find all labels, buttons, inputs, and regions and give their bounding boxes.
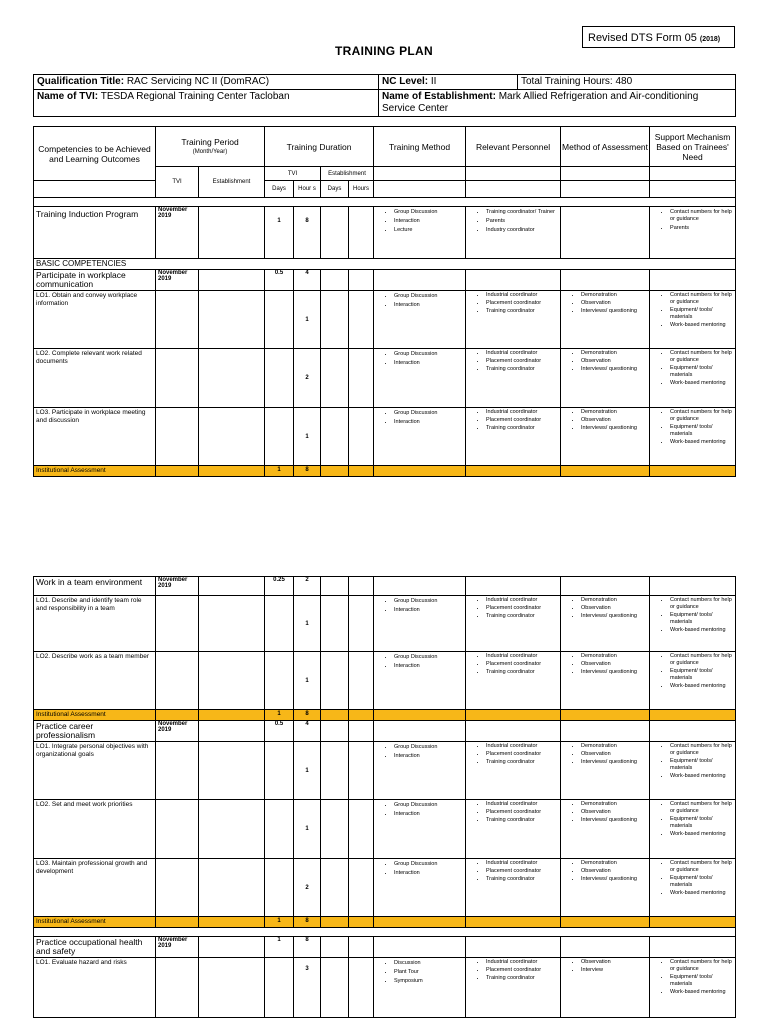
tvi-value: TESDA Regional Training Center Tacloban xyxy=(100,91,290,102)
section-heading: BASIC COMPETENCIES xyxy=(34,259,736,270)
list-item: • Observation xyxy=(581,867,649,875)
days-cell: 1 xyxy=(265,937,294,958)
hours-cell: 4 xyxy=(294,270,321,291)
list-item: • Parents xyxy=(486,216,560,225)
competency-name: Participate in workplace communication xyxy=(34,270,156,291)
methods-cell xyxy=(374,291,466,349)
personnel-cell xyxy=(466,652,561,710)
days-cell: 0.25 xyxy=(265,577,294,596)
methods-cell xyxy=(374,800,466,859)
list-item: • Contact numbers for help or guidance xyxy=(670,207,735,223)
list-item: • Work-based mentoring xyxy=(670,626,735,634)
list-item: • Demonstration xyxy=(581,859,649,867)
table-row xyxy=(34,408,736,466)
institutional-assessment-row xyxy=(34,466,736,477)
nc-level-label: NC Level: xyxy=(382,76,429,87)
period-cell: November 2019 xyxy=(156,937,199,958)
competency-name: Practice occupational health and safety xyxy=(34,937,156,958)
methods-cell xyxy=(374,207,466,259)
list-item: • Equipment/ tools/ materials xyxy=(670,364,735,379)
days-cell: 0.5 xyxy=(265,270,294,291)
list-item: • Interaction xyxy=(394,358,465,367)
days-cell: 1 xyxy=(265,466,294,477)
list-item: • Contact numbers for help or guidance xyxy=(670,742,735,757)
nc-level-value: II xyxy=(430,76,437,87)
hours-cell: 8 xyxy=(294,710,321,721)
assessment-cell xyxy=(561,800,650,859)
assessment-cell xyxy=(561,958,650,1018)
list-item: • Industrial coordinator xyxy=(486,742,560,750)
learning-outcome: LO3. Maintain professional growth and development xyxy=(34,859,156,917)
personnel-cell xyxy=(466,742,561,800)
table-row xyxy=(34,207,736,259)
list-item: • Placement coordinator xyxy=(486,604,560,612)
period-cell: November 2019 xyxy=(156,721,199,742)
list-item: • Equipment/ tools/ materials xyxy=(670,423,735,438)
page-title: TRAINING PLAN xyxy=(335,44,433,58)
list-item: • Contact numbers for help or guidance xyxy=(670,652,735,667)
header-period-tvi: TVI xyxy=(156,167,199,198)
table-row xyxy=(34,721,736,742)
list-item: • Group Discussion xyxy=(394,652,465,661)
list-item: • Interviews/ questioning xyxy=(581,816,649,824)
list-item: • Training coordinator xyxy=(486,816,560,824)
list-item: • Discussion xyxy=(394,958,465,967)
list-item: • Placement coordinator xyxy=(486,299,560,307)
list-item: • Work-based mentoring xyxy=(670,438,735,446)
header-training-method: Training Method xyxy=(374,127,466,167)
support-cell xyxy=(650,652,736,710)
personnel-cell xyxy=(466,291,561,349)
hours-cell: 4 xyxy=(294,721,321,742)
list-item: • Industrial coordinator xyxy=(486,596,560,604)
header-training-period xyxy=(156,127,265,167)
list-item: • Equipment/ tools/ materials xyxy=(670,611,735,626)
days-cell: 1 xyxy=(265,207,294,259)
list-item: • Placement coordinator xyxy=(486,750,560,758)
list-item: • Group Discussion xyxy=(394,408,465,417)
list-item: • Interaction xyxy=(394,661,465,670)
list-item: • Training coordinator xyxy=(486,758,560,766)
list-item: • Training coordinator xyxy=(486,974,560,982)
methods-cell xyxy=(374,349,466,408)
list-item: • Interaction xyxy=(394,300,465,309)
table-row xyxy=(34,958,736,1018)
list-item: • Placement coordinator xyxy=(486,357,560,365)
training-plan-table-2 xyxy=(33,576,736,1018)
list-item: • Interaction xyxy=(394,417,465,426)
hours-cell: 3 xyxy=(294,958,321,1018)
list-item: • Interaction xyxy=(394,751,465,760)
period-cell: November 2019 xyxy=(156,577,199,596)
header-duration-establishment: Establishment xyxy=(321,167,374,181)
total-hours: Total Training Hours: 480 xyxy=(518,75,736,90)
period-cell: November 2019 xyxy=(156,270,199,291)
table-row xyxy=(34,577,736,596)
list-item: • Group Discussion xyxy=(394,742,465,751)
learning-outcome: LO2. Set and meet work priorities xyxy=(34,800,156,859)
list-item: • Observation xyxy=(581,660,649,668)
hours-cell: 8 xyxy=(294,937,321,958)
header-duration-tvi: TVI xyxy=(265,167,321,181)
support-cell xyxy=(650,958,736,1018)
competency-name: Practice career professionalism xyxy=(34,721,156,742)
days-cell: 0.5 xyxy=(265,721,294,742)
establishment-cell xyxy=(379,90,736,117)
hours-cell: 1 xyxy=(294,291,321,349)
list-item: • Work-based mentoring xyxy=(670,772,735,780)
list-item: • Work-based mentoring xyxy=(670,988,735,996)
table-row xyxy=(34,349,736,408)
list-item: • Industrial coordinator xyxy=(486,859,560,867)
list-item: • Work-based mentoring xyxy=(670,379,735,387)
list-item: • Contact numbers for help or guidance xyxy=(670,958,735,973)
institutional-assessment-row xyxy=(34,710,736,721)
form-label: Revised DTS Form 05 xyxy=(588,32,697,44)
hours-cell: 1 xyxy=(294,800,321,859)
header-period-sub: (Month/Year) xyxy=(192,148,228,155)
learning-outcome: LO1. Describe and identify team role and responsibility in a team xyxy=(34,596,156,652)
info-table xyxy=(33,74,736,117)
table-row xyxy=(34,291,736,349)
header-days: Days xyxy=(265,181,294,198)
list-item: • Work-based mentoring xyxy=(670,889,735,897)
list-item: • Observation xyxy=(581,750,649,758)
methods-cell xyxy=(374,408,466,466)
list-item: • Contact numbers for help or guidance xyxy=(670,291,735,306)
list-item: • Interview xyxy=(581,966,649,974)
nc-level-cell xyxy=(379,75,518,90)
list-item: • Placement coordinator xyxy=(486,808,560,816)
list-item: • Demonstration xyxy=(581,408,649,416)
list-item: • Training coordinator xyxy=(486,612,560,620)
hours-cell: 8 xyxy=(294,466,321,477)
list-item: • Industrial coordinator xyxy=(486,291,560,299)
header-support: Support Mechanism Based on Trainees' Need xyxy=(650,127,736,167)
list-item: • Plant Tour xyxy=(394,967,465,976)
list-item: • Contact numbers for help or guidance xyxy=(670,349,735,364)
competency-name: Training Induction Program xyxy=(34,207,156,259)
personnel-cell xyxy=(466,800,561,859)
list-item: • Demonstration xyxy=(581,800,649,808)
list-item: • Equipment/ tools/ materials xyxy=(670,667,735,682)
learning-outcome: LO3. Participate in workplace meeting and discussion xyxy=(34,408,156,466)
list-item: • Interviews/ questioning xyxy=(581,758,649,766)
list-item: • Observation xyxy=(581,604,649,612)
list-item: • Demonstration xyxy=(581,291,649,299)
hours-cell: 1 xyxy=(294,408,321,466)
methods-cell xyxy=(374,596,466,652)
list-item: • Observation xyxy=(581,958,649,966)
table-row xyxy=(34,652,736,710)
list-item: • Symposium xyxy=(394,976,465,985)
establishment-value: Mark Allied Refrigeration and Air-conditioning Service Center xyxy=(382,91,699,114)
days-cell: 1 xyxy=(265,710,294,721)
list-item: • Demonstration xyxy=(581,349,649,357)
qualification-label: Qualification Title: xyxy=(37,76,125,87)
list-item: • Group Discussion xyxy=(394,800,465,809)
days-cell: 1 xyxy=(265,917,294,928)
list-item: • Interviews/ questioning xyxy=(581,424,649,432)
support-cell xyxy=(650,207,736,259)
list-item: • Observation xyxy=(581,357,649,365)
list-item: • Demonstration xyxy=(581,742,649,750)
list-item: • Observation xyxy=(581,808,649,816)
list-item: • Work-based mentoring xyxy=(670,830,735,838)
table-row xyxy=(34,742,736,800)
tvi-label: Name of TVI: xyxy=(37,91,99,102)
table-row xyxy=(34,859,736,917)
personnel-cell xyxy=(466,859,561,917)
learning-outcome: LO1. Integrate personal objectives with organizational goals xyxy=(34,742,156,800)
list-item: • Placement coordinator xyxy=(486,966,560,974)
methods-cell xyxy=(374,958,466,1018)
assessment-cell xyxy=(561,291,650,349)
methods-cell xyxy=(374,652,466,710)
methods-cell xyxy=(374,859,466,917)
support-cell xyxy=(650,742,736,800)
table-row xyxy=(34,937,736,958)
support-cell xyxy=(650,859,736,917)
list-item: • Contact numbers for help or guidance xyxy=(670,859,735,874)
header-training-duration: Training Duration xyxy=(265,127,374,167)
assessment-label: Institutional Assessment xyxy=(34,710,156,721)
list-item: • Observation xyxy=(581,299,649,307)
hours-cell: 8 xyxy=(294,207,321,259)
list-item: • Training coordinator xyxy=(486,424,560,432)
list-item: • Training coordinator/ Trainer xyxy=(486,207,560,216)
list-item: • Industrial coordinator xyxy=(486,800,560,808)
list-item: • Equipment/ tools/ materials xyxy=(670,874,735,889)
table-row xyxy=(34,270,736,291)
list-item: • Group Discussion xyxy=(394,291,465,300)
list-item: • Training coordinator xyxy=(486,668,560,676)
list-item: • Observation xyxy=(581,416,649,424)
establishment-label: Name of Establishment: xyxy=(382,91,496,102)
training-plan-table-1 xyxy=(33,126,736,477)
list-item: • Placement coordinator xyxy=(486,416,560,424)
list-item: • Work-based mentoring xyxy=(670,321,735,329)
learning-outcome: LO2. Describe work as a team member xyxy=(34,652,156,710)
assessment-cell xyxy=(561,742,650,800)
header-period-label: Training Period xyxy=(181,136,239,147)
assessment-cell xyxy=(561,349,650,408)
list-item: • Equipment/ tools/ materials xyxy=(670,815,735,830)
assessment-cell xyxy=(561,652,650,710)
list-item: • Contact numbers for help or guidance xyxy=(670,596,735,611)
support-cell xyxy=(650,800,736,859)
list-item: • Parents xyxy=(670,223,735,232)
header-hours: Hour s xyxy=(294,181,321,198)
personnel-cell xyxy=(466,207,561,259)
list-item: • Group Discussion xyxy=(394,207,465,216)
learning-outcome: LO1. Evaluate hazard and risks xyxy=(34,958,156,1018)
assessment-label: Institutional Assessment xyxy=(34,466,156,477)
personnel-cell xyxy=(466,408,561,466)
learning-outcome: LO1. Obtain and convey workplace information xyxy=(34,291,156,349)
support-cell xyxy=(650,349,736,408)
list-item: • Training coordinator xyxy=(486,307,560,315)
list-item: • Industrial coordinator xyxy=(486,408,560,416)
list-item: • Industrial coordinator xyxy=(486,652,560,660)
list-item: • Lecture xyxy=(394,225,465,234)
list-item: • Demonstration xyxy=(581,596,649,604)
list-item: • Interaction xyxy=(394,216,465,225)
list-item: • Contact numbers for help or guidance xyxy=(670,800,735,815)
spacer-row xyxy=(34,198,736,207)
qualification-value: RAC Servicing NC II (DomRAC) xyxy=(126,76,270,87)
list-item: • Group Discussion xyxy=(394,859,465,868)
header-hours-2: Hours xyxy=(349,181,374,198)
period-cell: November 2019 xyxy=(156,207,199,259)
list-item: • Work-based mentoring xyxy=(670,682,735,690)
list-item: • Interviews/ questioning xyxy=(581,365,649,373)
tvi-cell xyxy=(34,90,379,117)
header-assessment: Method of Assessment xyxy=(561,127,650,167)
support-cell xyxy=(650,596,736,652)
list-item: • Interaction xyxy=(394,605,465,614)
list-item: • Industry coordinator xyxy=(486,225,560,234)
assessment-cell xyxy=(561,596,650,652)
hours-cell: 2 xyxy=(294,349,321,408)
list-item: • Equipment/ tools/ materials xyxy=(670,973,735,988)
hours-cell: 1 xyxy=(294,596,321,652)
hours-cell: 1 xyxy=(294,742,321,800)
spacer-row xyxy=(34,928,736,937)
list-item: • Interaction xyxy=(394,809,465,818)
list-item: • Industrial coordinator xyxy=(486,349,560,357)
list-item: • Contact numbers for help or guidance xyxy=(670,408,735,423)
list-item: • Equipment/ tools/ materials xyxy=(670,757,735,772)
header-days-2: Days xyxy=(321,181,349,198)
competency-name: Work in a team environment xyxy=(34,577,156,596)
header-competencies: Competencies to be Achieved and Learning Outcomes xyxy=(34,127,156,181)
header-period-establishment: Establishment xyxy=(199,167,265,198)
list-item: • Interviews/ questioning xyxy=(581,307,649,315)
qualification-cell xyxy=(34,75,379,90)
institutional-assessment-row xyxy=(34,917,736,928)
list-item: • Group Discussion xyxy=(394,349,465,358)
list-item: • Interviews/ questioning xyxy=(581,668,649,676)
form-year: (2018) xyxy=(699,36,721,43)
personnel-cell xyxy=(466,349,561,408)
table-row xyxy=(34,800,736,859)
table-row xyxy=(34,596,736,652)
list-item: • Placement coordinator xyxy=(486,867,560,875)
hours-cell: 1 xyxy=(294,652,321,710)
hours-cell: 2 xyxy=(294,859,321,917)
hours-cell: 8 xyxy=(294,917,321,928)
assessment-cell xyxy=(561,859,650,917)
support-cell xyxy=(650,291,736,349)
header-personnel: Relevant Personnel xyxy=(466,127,561,167)
list-item: • Interviews/ questioning xyxy=(581,612,649,620)
methods-cell xyxy=(374,742,466,800)
list-item: • Training coordinator xyxy=(486,875,560,883)
list-item: • Training coordinator xyxy=(486,365,560,373)
personnel-cell xyxy=(466,596,561,652)
list-item: • Demonstration xyxy=(581,652,649,660)
personnel-cell xyxy=(466,958,561,1018)
support-cell xyxy=(650,408,736,466)
assessment-cell xyxy=(561,408,650,466)
list-item: • Interviews/ questioning xyxy=(581,875,649,883)
list-item: • Industrial coordinator xyxy=(486,958,560,966)
list-item: • Equipment/ tools/ materials xyxy=(670,306,735,321)
learning-outcome: LO2. Complete relevant work related documents xyxy=(34,349,156,408)
list-item: • Interaction xyxy=(394,868,465,877)
hours-cell: 2 xyxy=(294,577,321,596)
assessment-label: Institutional Assessment xyxy=(34,917,156,928)
list-item: • Placement coordinator xyxy=(486,660,560,668)
list-item: • Group Discussion xyxy=(394,596,465,605)
